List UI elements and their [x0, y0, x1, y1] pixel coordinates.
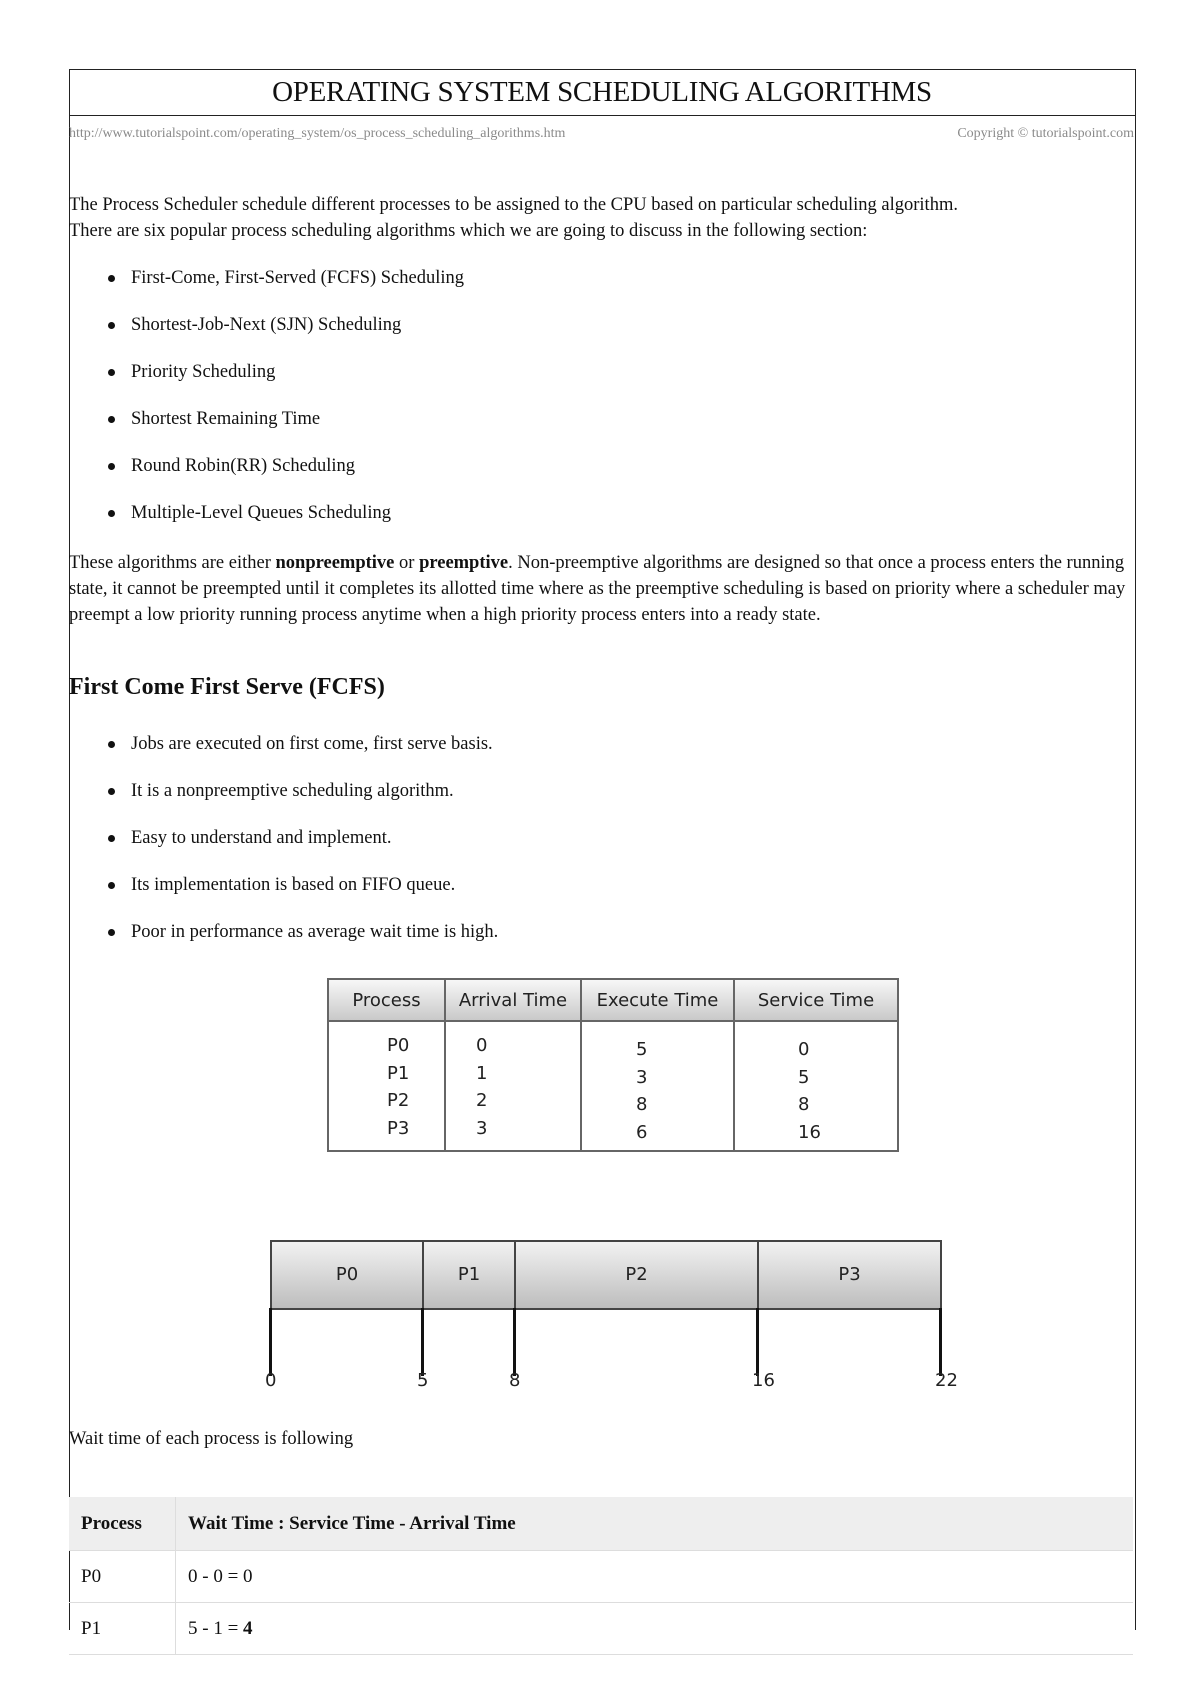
gantt-block-p0: P0 [270, 1240, 424, 1310]
cell-arrival: 3 [476, 1117, 488, 1139]
wait-calc-result: 4 [243, 1617, 253, 1639]
cell-process: P0 [387, 1035, 410, 1056]
cell-arrival: 0 [476, 1035, 488, 1056]
source-url: http://www.tutorialspoint.com/operating_system/os_process_scheduling_algorithms.htm [69, 126, 566, 141]
gantt-tick [939, 1308, 942, 1376]
gantt-tick-label: 16 [752, 1370, 775, 1391]
intro-paragraph [69, 192, 1135, 244]
cell-wait-calc [176, 1603, 1134, 1655]
preemption-rest: . Non-preemptive algorithms are designed so that once a process enters the running state, it cannot be preempted until it completes its allotted time where as the preemptive scheduling is based on priority where a scheduler may preempt a low priority running process anytime when a high priority process enters into a ready state. [69, 553, 1126, 625]
header-process: Process [69, 1497, 176, 1551]
cell-service: 16 [798, 1121, 821, 1143]
cell-execute: 5 [636, 1039, 648, 1060]
cell-service: 0 [798, 1039, 810, 1060]
header-process: Process [328, 979, 445, 1021]
copyright-notice: Copyright © tutorialspoint.com [957, 126, 1134, 141]
fcfs-points [105, 733, 498, 968]
list-item: Shortest Remaining Time [105, 408, 464, 455]
list-item: Its implementation is based on FIFO queue. [105, 874, 498, 921]
service-column [734, 1021, 898, 1151]
gantt-tick-label: 8 [509, 1370, 521, 1391]
gantt-block-p2: P2 [514, 1240, 759, 1310]
preemption-prefix: These algorithms are either [69, 553, 276, 573]
cell-process: P2 [387, 1090, 410, 1111]
gantt-tick-label: 22 [935, 1370, 958, 1391]
list-item: Round Robin(RR) Scheduling [105, 455, 464, 502]
table-row [69, 1551, 1133, 1603]
cell-process: P1 [387, 1062, 410, 1084]
list-item: Jobs are executed on first come, first serve basis. [105, 733, 498, 780]
cell-service: 5 [798, 1066, 810, 1088]
list-item: Easy to understand and implement. [105, 827, 498, 874]
cell-wait-calc: 0 - 0 = 0 [176, 1551, 1134, 1603]
gantt-block-p3: P3 [757, 1240, 942, 1310]
intro-line-2: There are six popular process scheduling algorithms which we are going to discuss in the following section: [69, 221, 868, 241]
cell-process: P0 [69, 1551, 176, 1603]
gantt-block-p1: P1 [422, 1240, 516, 1310]
cell-arrival: 1 [476, 1062, 488, 1084]
intro-line-1: The Process Scheduler schedule different processes to be assigned to the CPU based on particular scheduling algorithm. [69, 195, 958, 215]
header-arrival-time: Arrival Time [445, 979, 581, 1021]
page-title: OPERATING SYSTEM SCHEDULING ALGORITHMS [69, 69, 1135, 116]
wait-intro: Wait time of each process is following [69, 1429, 354, 1449]
header-execute-time: Execute Time [581, 979, 734, 1021]
cell-service: 8 [798, 1094, 810, 1115]
header-service-time: Service Time [734, 979, 898, 1021]
term-nonpreemptive: nonpreemptive [275, 553, 395, 573]
list-item: It is a nonpreemptive scheduling algorithm. [105, 780, 498, 827]
term-preemptive: preemptive [419, 553, 509, 573]
wait-calc-text: 5 - 1 = [188, 1617, 244, 1639]
wait-time-table [69, 1497, 1133, 1655]
process-table [327, 978, 899, 1152]
gantt-tick [756, 1308, 759, 1376]
cell-arrival: 2 [476, 1090, 488, 1111]
arrival-column [445, 1021, 581, 1151]
execute-column [581, 1021, 734, 1151]
list-item: Priority Scheduling [105, 361, 464, 408]
list-item: Shortest-Job-Next (SJN) Scheduling [105, 314, 464, 361]
cell-process: P3 [387, 1117, 410, 1139]
cell-execute: 8 [636, 1094, 648, 1115]
algorithm-list [105, 267, 464, 549]
cell-process: P1 [69, 1603, 176, 1655]
gantt-tick [421, 1308, 424, 1376]
fcfs-heading: First Come First Serve (FCFS) [69, 674, 385, 700]
table-row [69, 1603, 1133, 1655]
list-item: First-Come, First-Served (FCFS) Scheduling [105, 267, 464, 314]
gantt-tick-label: 0 [265, 1370, 277, 1391]
list-item: Poor in performance as average wait time is high. [105, 921, 498, 968]
process-column [328, 1021, 445, 1151]
list-item: Multiple-Level Queues Scheduling [105, 502, 464, 549]
preemption-middle: or [394, 553, 420, 573]
header-wait-time: Wait Time : Service Time - Arrival Time [176, 1497, 1134, 1551]
cell-execute: 3 [636, 1066, 648, 1088]
cell-execute: 6 [636, 1121, 648, 1143]
gantt-chart [265, 1240, 958, 1410]
gantt-tick-label: 5 [417, 1370, 429, 1391]
gantt-tick [269, 1308, 272, 1376]
gantt-tick [513, 1308, 516, 1376]
preemption-paragraph [69, 550, 1135, 628]
